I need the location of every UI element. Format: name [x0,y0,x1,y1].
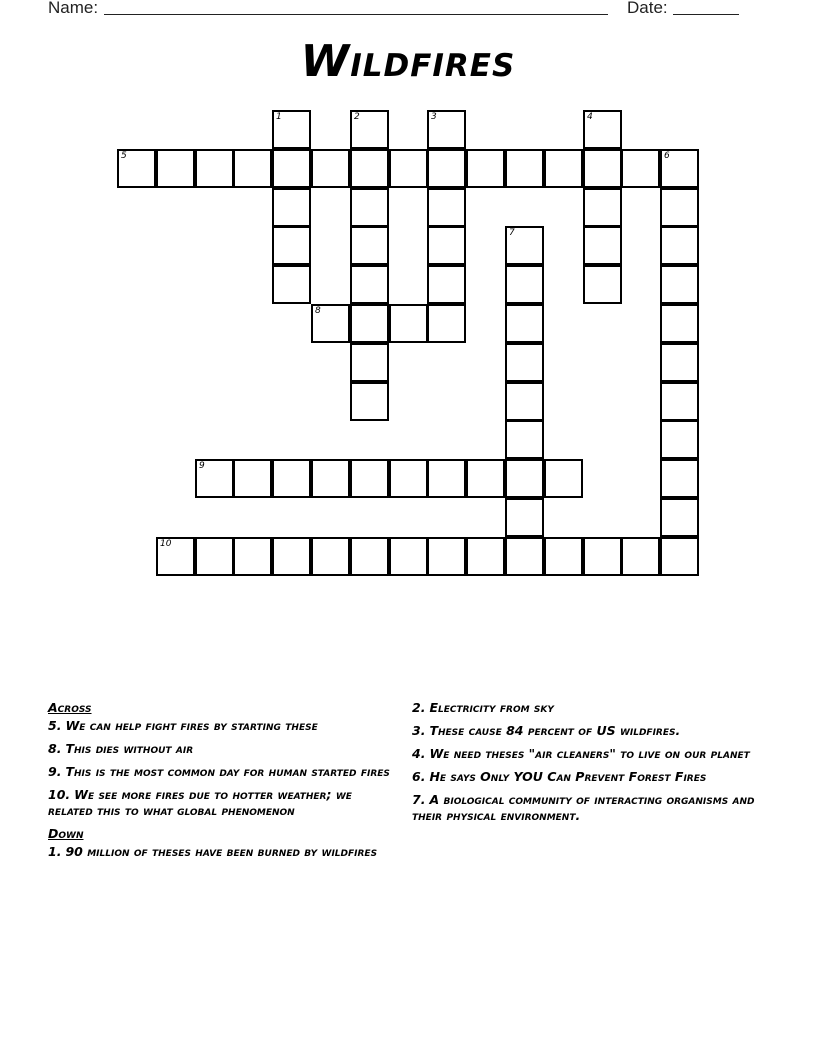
crossword-cell[interactable] [505,226,544,265]
crossword-cell[interactable] [233,149,272,188]
crossword-cell[interactable] [505,304,544,343]
crossword-cell[interactable] [505,149,544,188]
crossword-cell[interactable] [660,420,699,459]
crossword-cell[interactable] [505,459,544,498]
crossword-cell[interactable] [427,537,466,576]
across-heading: Across [48,700,92,715]
down-clue [48,844,393,860]
crossword-cell[interactable] [272,537,311,576]
crossword-cell[interactable] [505,537,544,576]
crossword-cell[interactable] [660,459,699,498]
across-clue [48,718,393,734]
clue-text: Electricity from sky [429,700,554,715]
crossword-cell[interactable] [660,382,699,421]
crossword-cell[interactable] [583,265,622,304]
crossword-cell[interactable] [350,382,389,421]
clue-number-label: 5. [48,718,62,733]
crossword-cell[interactable] [505,420,544,459]
crossword-cell[interactable] [660,188,699,227]
crossword-cell[interactable] [544,459,583,498]
clue-number-label: 10. [48,787,71,802]
down-clue [412,792,757,824]
crossword-cell[interactable] [389,459,428,498]
crossword-cell[interactable] [272,188,311,227]
clue-number: 6 [664,151,670,161]
crossword-cell[interactable] [311,537,350,576]
crossword-cell[interactable] [272,459,311,498]
crossword-cell[interactable] [350,149,389,188]
clue-text: We need theses "air cleaners" to live on our planet [429,746,750,761]
crossword-cell[interactable] [156,537,195,576]
clues-right-column [412,700,757,831]
name-label: Name: [48,0,99,17]
across-clue [48,787,393,819]
down-clue-list [48,844,393,860]
crossword-cell[interactable] [660,537,699,576]
crossword-cell[interactable] [427,110,466,149]
crossword-cell[interactable] [117,149,156,188]
crossword-cell[interactable] [233,537,272,576]
crossword-cell[interactable] [350,343,389,382]
crossword-cell[interactable] [427,459,466,498]
crossword-cell[interactable] [466,537,505,576]
clue-text: We see more fires due to hotter weather; we related this to what global phenomenon [48,787,352,818]
across-clue [48,764,393,780]
crossword-cell[interactable] [195,537,234,576]
crossword-cell[interactable] [311,304,350,343]
crossword-cell[interactable] [389,149,428,188]
crossword-cell[interactable] [156,149,195,188]
crossword-cell[interactable] [350,265,389,304]
crossword-cell[interactable] [466,149,505,188]
crossword-cell[interactable] [466,459,505,498]
clue-number: 9 [199,461,205,471]
down-clue [412,746,757,762]
crossword-cell[interactable] [505,265,544,304]
crossword-cell[interactable] [311,459,350,498]
crossword-cell[interactable] [660,149,699,188]
clue-number-label: 3. [412,723,426,738]
crossword-cell[interactable] [272,149,311,188]
clue-text: A biological community of interacting organisms and their physical environment. [412,792,755,823]
clue-text: He says Only YOU Can Prevent Forest Fires [429,769,707,784]
date-label: Date: [627,0,668,17]
crossword-cell[interactable] [544,149,583,188]
crossword-cell[interactable] [660,265,699,304]
clue-number-label: 7. [412,792,426,807]
clue-number-label: 4. [412,746,426,761]
crossword-cell[interactable] [583,226,622,265]
crossword-cell[interactable] [583,537,622,576]
clue-number: 10 [160,539,172,549]
across-clue [48,741,393,757]
crossword-cell[interactable] [427,226,466,265]
crossword-cell[interactable] [350,110,389,149]
clue-number: 7 [509,228,515,238]
crossword-cell[interactable] [660,498,699,537]
crossword-cell[interactable] [350,188,389,227]
crossword-cell[interactable] [427,265,466,304]
clue-number: 4 [587,112,593,122]
crossword-cell[interactable] [660,226,699,265]
page-title: Wildfires [300,36,516,87]
crossword-cell[interactable] [544,537,583,576]
clue-number-label: 6. [412,769,426,784]
crossword-cell[interactable] [583,110,622,149]
crossword-cell[interactable] [621,149,660,188]
crossword-cell[interactable] [350,226,389,265]
crossword-cell[interactable] [389,537,428,576]
crossword-cell[interactable] [427,149,466,188]
crossword-cell[interactable] [621,537,660,576]
clue-text: These cause 84 percent of US wildfires. [429,723,681,738]
down-clue-list-continued [412,700,757,824]
crossword-cell[interactable] [311,149,350,188]
clue-text: We can help fight fires by starting these [65,718,318,733]
clue-number: 5 [121,151,127,161]
crossword-cell[interactable] [195,149,234,188]
clue-number-label: 9. [48,764,62,779]
clue-number-label: 1. [48,844,62,859]
crossword-cell[interactable] [660,304,699,343]
crossword-cell[interactable] [583,188,622,227]
down-clue [412,769,757,785]
crossword-cell[interactable] [195,459,234,498]
clue-number: 8 [315,306,321,316]
crossword-cell[interactable] [427,304,466,343]
down-heading: Down [48,826,84,841]
crossword-cell[interactable] [350,537,389,576]
across-clue-list [48,718,393,819]
crossword-cell[interactable] [350,459,389,498]
down-clue [412,723,757,739]
crossword-cell[interactable] [427,188,466,227]
crossword-cell[interactable] [389,304,428,343]
clue-number-label: 8. [48,741,62,756]
crossword-cell[interactable] [272,265,311,304]
clue-number: 2 [354,112,360,122]
clues-left-column [48,700,393,867]
clue-text: 90 million of theses have been burned by wildfires [65,844,378,859]
clue-text: This is the most common day for human started fires [65,764,390,779]
crossword-cell[interactable] [272,226,311,265]
clue-number-label: 2. [412,700,426,715]
crossword-cell[interactable] [660,343,699,382]
crossword-cell[interactable] [505,343,544,382]
clue-text: This dies without air [65,741,194,756]
crossword-cell[interactable] [233,459,272,498]
crossword-cell[interactable] [272,110,311,149]
crossword-cell[interactable] [583,149,622,188]
crossword-cell[interactable] [350,304,389,343]
clue-number: 1 [276,112,282,122]
clue-number: 3 [431,112,437,122]
down-clue [412,700,757,716]
crossword-cell[interactable] [505,382,544,421]
crossword-cell[interactable] [505,498,544,537]
